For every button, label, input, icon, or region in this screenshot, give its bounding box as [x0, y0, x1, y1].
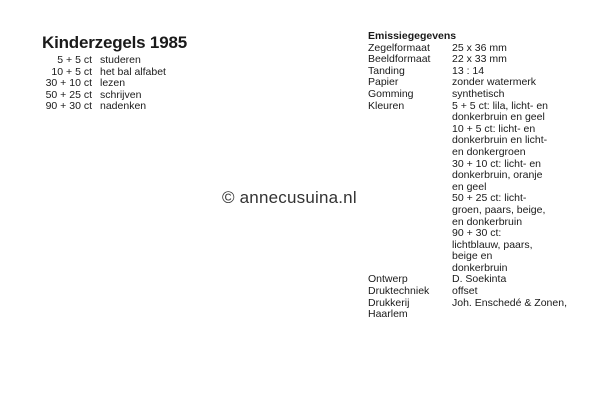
emission-details: [368, 31, 600, 321]
emission-label: Tanding: [368, 64, 405, 77]
emission-value-line: en donkerbruin: [452, 215, 523, 228]
stamp-value: 30 + 10 ct: [45, 77, 92, 90]
emission-value-line: donkerbruin: [452, 261, 508, 274]
stamp-value: 10 + 5 ct: [51, 65, 92, 78]
emission-label: Ontwerp: [368, 273, 408, 286]
emission-label: Druktechniek: [368, 285, 430, 298]
emission-label: Gomming: [368, 87, 414, 100]
emission-value-line: en donkergroen: [452, 145, 526, 158]
emission-value-line: 50 + 25 ct: licht-: [452, 192, 527, 205]
stamp-subject: het bal alfabet: [100, 65, 166, 78]
emission-value-line: beige en: [452, 250, 493, 263]
emission-value-line: synthetisch: [452, 87, 505, 100]
emission-value-line: Joh. Enschedé & Zonen,: [452, 296, 567, 309]
stamp-subject: schrijven: [100, 88, 142, 101]
watermark: © annecusuina.nl: [222, 188, 357, 207]
emission-label: Haarlem: [368, 308, 408, 321]
emission-value: [452, 286, 600, 298]
emission-value-line: donkerbruin en licht-: [452, 134, 548, 147]
emission-value: [452, 309, 600, 321]
stamp-value: 90 + 30 ct: [45, 100, 92, 113]
emission-value-line: offset: [452, 285, 478, 298]
emission-value-line: 10 + 5 ct: licht- en: [452, 122, 536, 135]
stamp-row: [42, 55, 166, 67]
emission-heading: Emissiegegevens: [368, 30, 457, 42]
stamp-list: [42, 55, 166, 113]
emission-value-line: D. Soekinta: [452, 273, 507, 286]
emission-value: [452, 298, 600, 310]
emission-label: Beeldformaat: [368, 53, 431, 66]
page-title: Kinderzegels 1985: [42, 33, 187, 52]
emission-table: [368, 43, 600, 321]
stamp-subject: studeren: [100, 54, 141, 66]
stamp-value: 5 + 5 ct: [57, 54, 92, 66]
emission-value: [452, 89, 600, 101]
emission-row: [368, 286, 600, 298]
stamp-value: 50 + 25 ct: [45, 88, 92, 101]
emission-value-line: 25 x 36 mm: [452, 41, 507, 54]
emission-label: Papier: [368, 76, 399, 89]
stamp-row: [42, 101, 166, 113]
stamp-subject: nadenken: [100, 100, 147, 113]
emission-value-line: zonder watermerk: [452, 76, 537, 89]
emission-value: [452, 101, 600, 275]
emission-value-line: donkerbruin en geel: [452, 111, 545, 124]
emission-value-line: 5 + 5 ct: lila, licht- en: [452, 99, 549, 112]
emission-value-line: groen, paars, beige,: [452, 203, 546, 216]
emission-value-line: donkerbruin, oranje: [452, 169, 543, 182]
emission-value-line: 22 x 33 mm: [452, 53, 507, 66]
emission-value-line: 30 + 10 ct: licht- en: [452, 157, 542, 170]
emission-value-line: lichtblauw, paars,: [452, 238, 533, 251]
stamp-subject: lezen: [100, 77, 126, 90]
emission-value-line: 90 + 30 ct:: [452, 227, 502, 240]
emission-row: [368, 89, 600, 101]
emission-value-line: en geel: [452, 180, 487, 193]
emission-label: Zegelformaat: [368, 41, 430, 54]
emission-value-line: 13 : 14: [452, 64, 485, 77]
emission-label: Kleuren: [368, 99, 405, 112]
emission-label: Drukkerij: [368, 296, 410, 309]
emission-row: [368, 309, 600, 321]
emission-row: [368, 101, 600, 275]
